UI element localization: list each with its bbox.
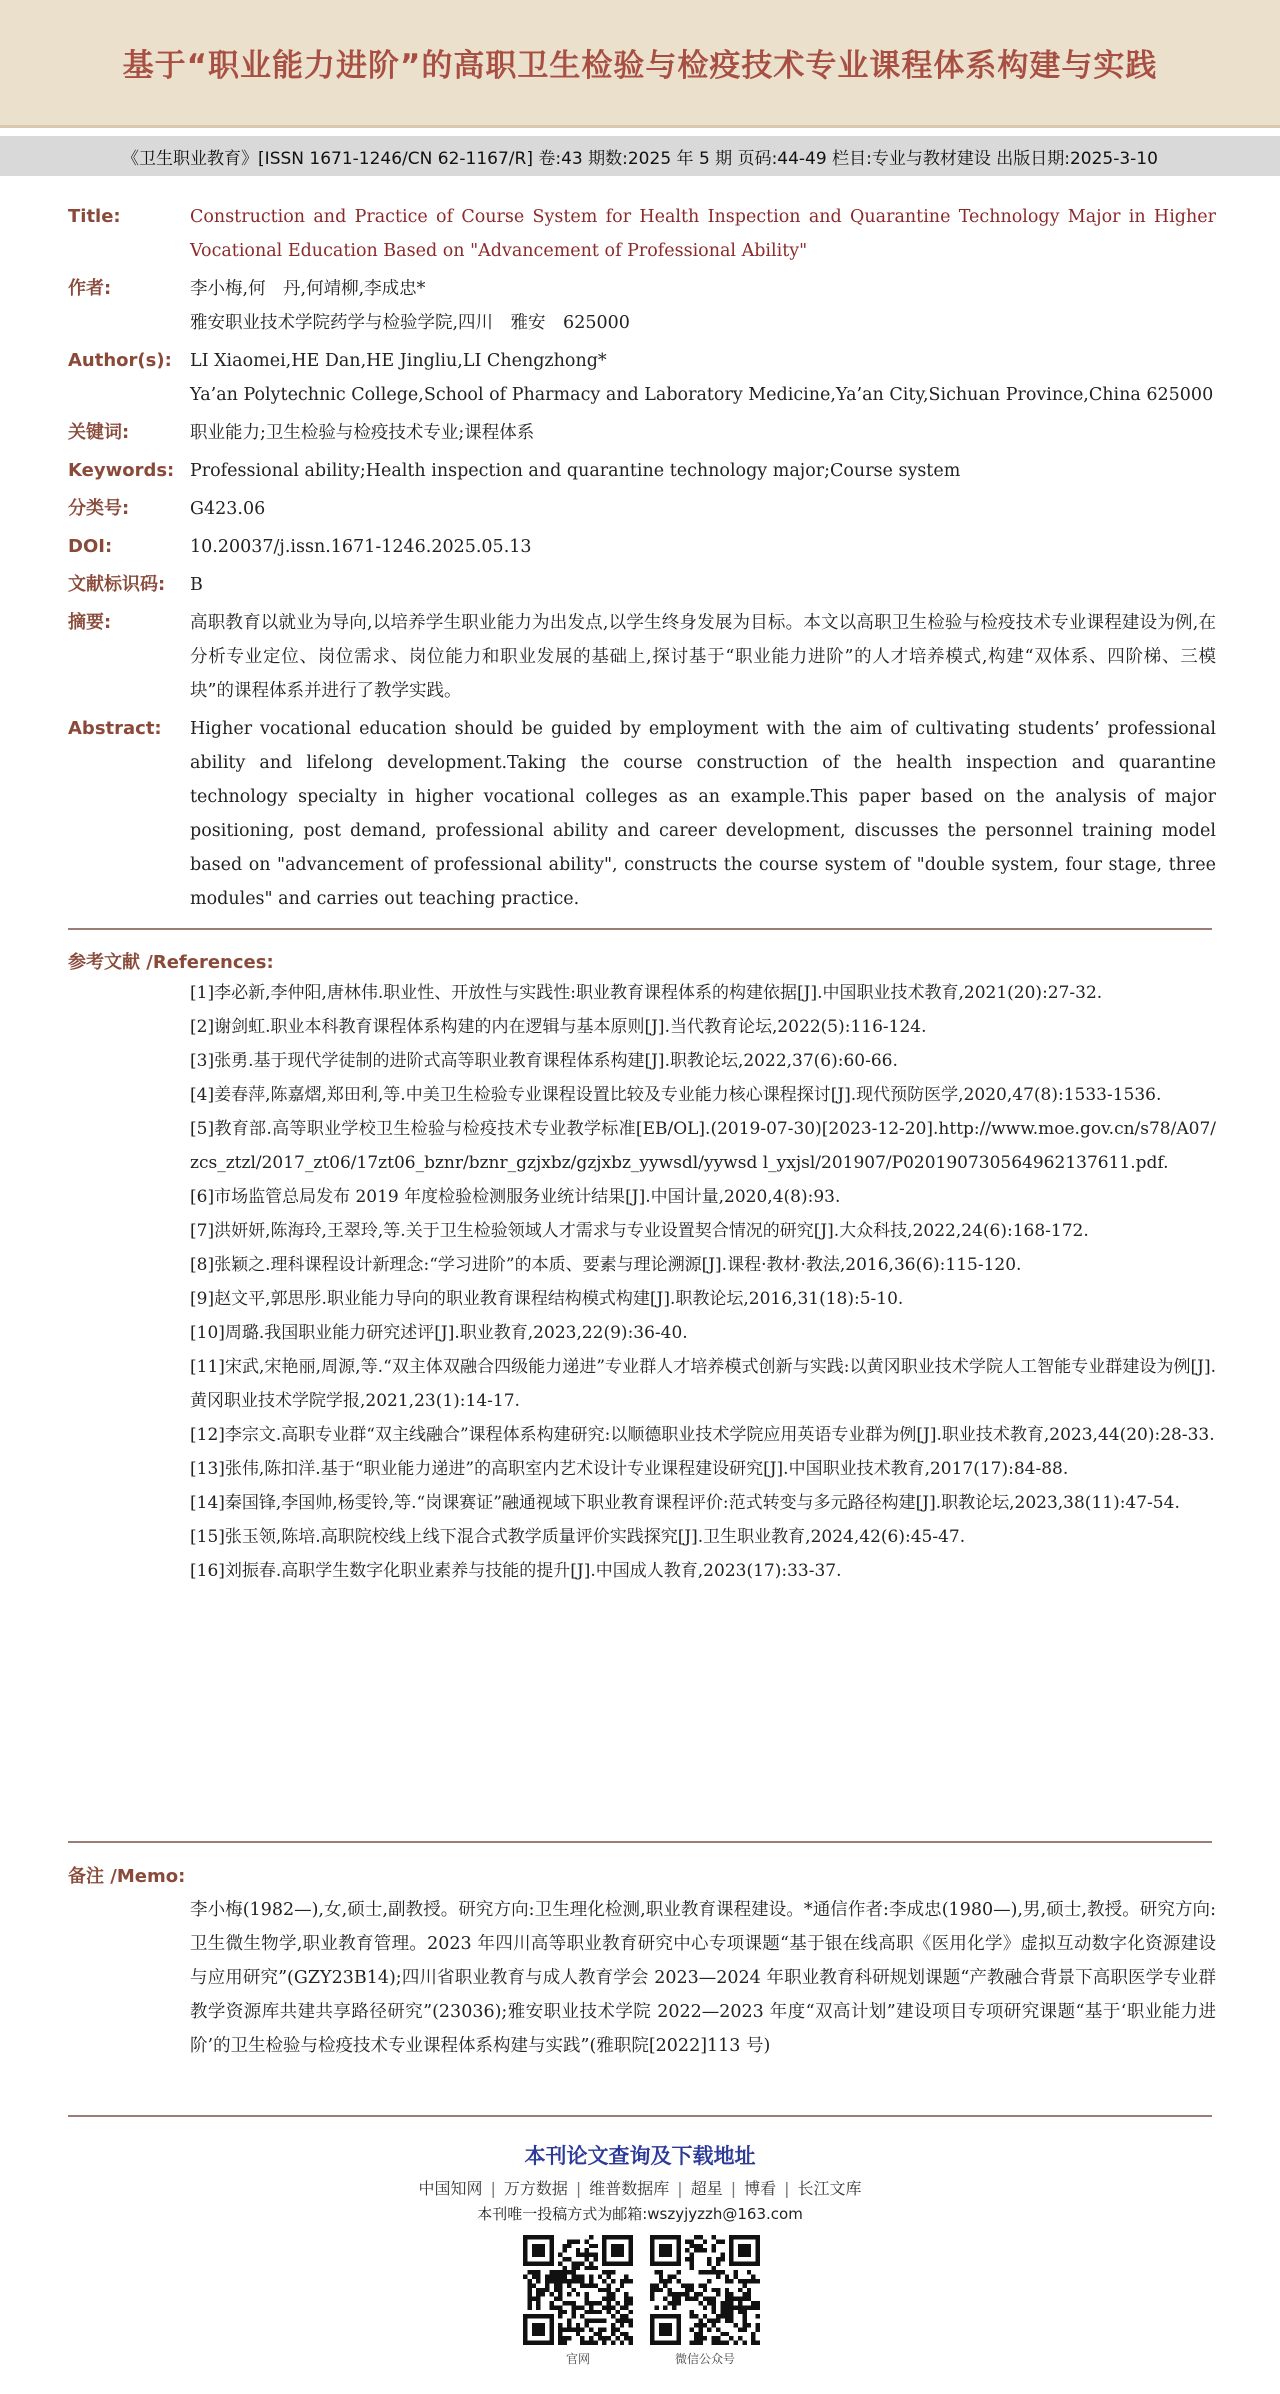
- keywords-en-row: [68, 454, 1216, 488]
- title-row: [68, 200, 1216, 268]
- keywords-cn-value: 职业能力;卫生检验与检疫技术专业;课程体系: [190, 423, 535, 443]
- authors-en-block: [190, 344, 1216, 412]
- classification-label: 分类号:: [68, 498, 130, 519]
- reference-item: [4]姜春萍,陈嘉熠,郑田利,等.中美卫生检验专业课程设置比较及专业能力核心课程探讨[J].现代预防医学,2020,47(8):1533-1536.: [190, 1085, 1162, 1105]
- divider: [68, 2115, 1212, 2117]
- reference-item: [1]李必新,李仲阳,唐林伟.职业性、开放性与实践性:职业教育课程体系的构建依据[J].中国职业技术教育,2021(20):27-32.: [190, 983, 1103, 1003]
- database-link[interactable]: 中国知网: [418, 2179, 483, 2198]
- title-banner: [0, 0, 1280, 128]
- qr-caption-wechat: 微信公众号: [674, 2352, 735, 2366]
- authors-en-value: LI Xiaomei,HE Dan,HE Jingliu,LI Chengzhong*: [190, 351, 607, 371]
- doi-row: [68, 530, 1216, 564]
- reference-item: [9]赵文平,郭思彤.职业能力导向的职业教育课程结构模式构建[J].职教论坛,2016,31(18):5-10.: [190, 1289, 904, 1309]
- page-title: 基于“职业能力进阶”的高职卫生检验与检疫技术专业课程体系构建与实践: [122, 48, 1158, 84]
- reference-item: [2]谢剑虹.职业本科教育课程体系构建的内在逻辑与基本原则[J].当代教育论坛,2022(5):116-124.: [190, 1017, 927, 1037]
- doc-code-label: 文献标识码:: [68, 574, 166, 595]
- qr-code-icon: [650, 2235, 760, 2345]
- article-metadata: [68, 200, 1216, 920]
- qr-caption-website: 官网: [565, 2352, 590, 2366]
- authors-block: [190, 272, 1216, 340]
- reference-item: [7]洪妍妍,陈海玲,王翠玲,等.关于卫生检验领域人才需求与专业设置契合情况的研究[J].大众科技,2022,24(6):168-172.: [190, 1221, 1089, 1241]
- abstract-en-label: Abstract:: [68, 718, 162, 739]
- reference-item: [3]张勇.基于现代学徒制的进阶式高等职业教育课程体系构建[J].职教论坛,2022,37(6):60-66.: [190, 1051, 898, 1071]
- journal-info-bar: [0, 136, 1280, 176]
- reference-item: [6]市场监管总局发布 2019 年度检验检测服务业统计结果[J].中国计量,2020,4(8):93.: [190, 1187, 841, 1207]
- separator: |: [784, 2179, 790, 2198]
- keywords-cn-label: 关键词:: [68, 422, 130, 443]
- keywords-en-label: Keywords:: [68, 460, 175, 481]
- authors-en-label: Author(s):: [68, 350, 172, 371]
- reference-item: [8]张颖之.理科课程设计新理念:“学习进阶”的本质、要素与理论溯源[J].课程·教材·教法,2016,36(6):115-120.: [190, 1255, 1022, 1275]
- divider: [68, 928, 1212, 930]
- reference-item: [15]张玉领,陈培.高职院校线上线下混合式教学质量评价实践探究[J].卫生职业教育,2024,42(6):45-47.: [190, 1527, 966, 1547]
- database-link[interactable]: 长江文库: [797, 2179, 862, 2198]
- abstract-en-value: Higher vocational education should be guided by employment with the aim of cultivating students’ professional ability and lifelong development.Taking the course construction of the health inspection and quarantine technology specialty in higher vocational colleges as an example.This paper based on the analysis of major positioning, post demand, professional ability and career development, discusses the personnel training model based on "advancement of professional ability", constructs the course system of "double system, four stage, three modules" and carries out teaching practice.: [190, 719, 1216, 909]
- doc-code-value: B: [190, 575, 203, 595]
- memo-heading: 备注 /Memo:: [68, 1866, 186, 1887]
- separator: |: [730, 2179, 737, 2198]
- doi-value[interactable]: 10.20037/j.issn.1671-1246.2025.05.13: [190, 537, 532, 557]
- references-heading: 参考文献 /References:: [68, 952, 274, 973]
- authors-label: 作者:: [68, 278, 112, 299]
- separator: |: [575, 2179, 582, 2198]
- qr-code-website[interactable]: [523, 2235, 633, 2345]
- doi-label: DOI:: [68, 536, 113, 557]
- affiliation-en-value: Ya’an Polytechnic College,School of Pharmacy and Laboratory Medicine,Ya’an City,Sichuan Province,China 625000: [190, 385, 1214, 405]
- database-link[interactable]: 万方数据: [503, 2179, 568, 2198]
- abstract-cn-label: 摘要:: [68, 612, 112, 633]
- classification-row: [68, 492, 1216, 526]
- download-title: 本刊论文查询及下载地址: [524, 2144, 756, 2168]
- authors-value: 李小梅,何 丹,何靖柳,李成忠*: [190, 279, 426, 299]
- journal-info-text: 《卫生职业教育》[ISSN 1671-1246/CN 62-1167/R] 卷:43 期数:2025 年 5 期 页码:44-49 栏目:专业与教材建设 出版日期:2025-3-10: [122, 148, 1158, 169]
- english-title: Construction and Practice of Course System for Health Inspection and Quarantine Technology Major in Higher Vocational Education Based on "Advancement of Professional Ability": [190, 207, 1216, 261]
- references-list: [190, 976, 1216, 1588]
- separator: |: [677, 2179, 683, 2198]
- memo-text: 李小梅(1982—),女,硕士,副教授。研究方向:卫生理化检测,职业教育课程建设。*通信作者:李成忠(1980—),男,硕士,教授。研究方向:卫生微生物学,职业教育管理。2023 年四川高等职业教育研究中心专项课题“基于银在线高职《医用化学》虚拟互动数字化资源建设与应用研究”(GZY23B14);四川省职业教育与成人教育学会 2023—2024 年职业教育科研规划课题“产教融合背景下高职医学专业群教学资源库共建共享路径研究”(23036);雅安职业技术学院 2022—2023 年度“双高计划”建设项目专项研究课题“基于‘职业能力进阶’的卫生检验与检疫技术专业课程体系构建与实践”(雅职院[2022]113 号): [190, 1900, 1216, 2056]
- separator: |: [490, 2179, 496, 2198]
- database-link[interactable]: 超星: [690, 2179, 723, 2198]
- submission-email: 本刊唯一投稿方式为邮箱:wszyjyzzh@163.com: [477, 2205, 803, 2223]
- classification-value: G423.06: [190, 499, 266, 519]
- divider: [68, 1841, 1212, 1843]
- reference-item: [12]李宗文.高职专业群“双主线融合”课程体系构建研究:以顺德职业技术学院应用英语专业群为例[J].职业技术教育,2023,44(20):28-33.: [190, 1425, 1215, 1445]
- qr-code-wechat[interactable]: [650, 2235, 760, 2345]
- database-link[interactable]: 维普数据库: [589, 2179, 670, 2198]
- reference-item: [10]周璐.我国职业能力研究述评[J].职业教育,2023,22(9):36-40.: [190, 1323, 688, 1343]
- abstract-cn-value: 高职教育以就业为导向,以培养学生职业能力为出发点,以学生终身发展为目标。本文以高职卫生检验与检疫技术专业课程建设为例,在分析专业定位、岗位需求、岗位能力和职业发展的基础上,探讨基于“职业能力进阶”的人才培养模式,构建“双体系、四阶梯、三模块”的课程体系并进行了教学实践。: [190, 613, 1216, 701]
- reference-item: [11]宋武,宋艳丽,周源,等.“双主体双融合四级能力递进”专业群人才培养模式创新与实践:以黄冈职业技术学院人工智能专业群建设为例[J].黄冈职业技术学院学报,2021,23(1):14-17.: [190, 1357, 1216, 1411]
- reference-item: [5]教育部.高等职业学校卫生检验与检疫技术专业教学标准[EB/OL].(2019-07-30)[2023-12-20].http://www.moe.gov.cn/s78/A07/zcs_ztzl/2017_zt06/17zt06_bznr/bznr_gzjxbz/gzjxbz_yywsdl/yywsd l_yxjsl/201907/P020190730564962137611.pdf.: [190, 1119, 1216, 1173]
- database-link[interactable]: 博看: [744, 2179, 777, 2198]
- keywords-cn-row: [68, 416, 1216, 450]
- reference-item: [14]秦国锋,李国帅,杨雯铃,等.“岗课赛证”融通视域下职业教育课程评价:范式转变与多元路径构建[J].职教论坛,2023,38(11):47-54.: [190, 1493, 1180, 1513]
- affiliation-value: 雅安职业技术学院药学与检验学院,四川 雅安 625000: [190, 313, 630, 333]
- reference-item: [13]张伟,陈扣洋.基于“职业能力递进”的高职室内艺术设计专业课程建设研究[J].中国职业技术教育,2017(17):84-88.: [190, 1459, 1069, 1479]
- keywords-en-value: Professional ability;Health inspection and quarantine technology major;Course system: [190, 461, 961, 481]
- reference-item: [16]刘振春.高职学生数字化职业素养与技能的提升[J].中国成人教育,2023(17):33-37.: [190, 1561, 842, 1581]
- qr-code-icon: [523, 2235, 633, 2345]
- doc-code-row: [68, 568, 1216, 602]
- abstract-cn-row: [68, 606, 1216, 708]
- title-label: Title:: [68, 206, 121, 227]
- database-list: [0, 2176, 1280, 2199]
- authors-en-row: [68, 344, 1216, 412]
- abstract-en-row: [68, 712, 1216, 916]
- authors-row: [68, 272, 1216, 340]
